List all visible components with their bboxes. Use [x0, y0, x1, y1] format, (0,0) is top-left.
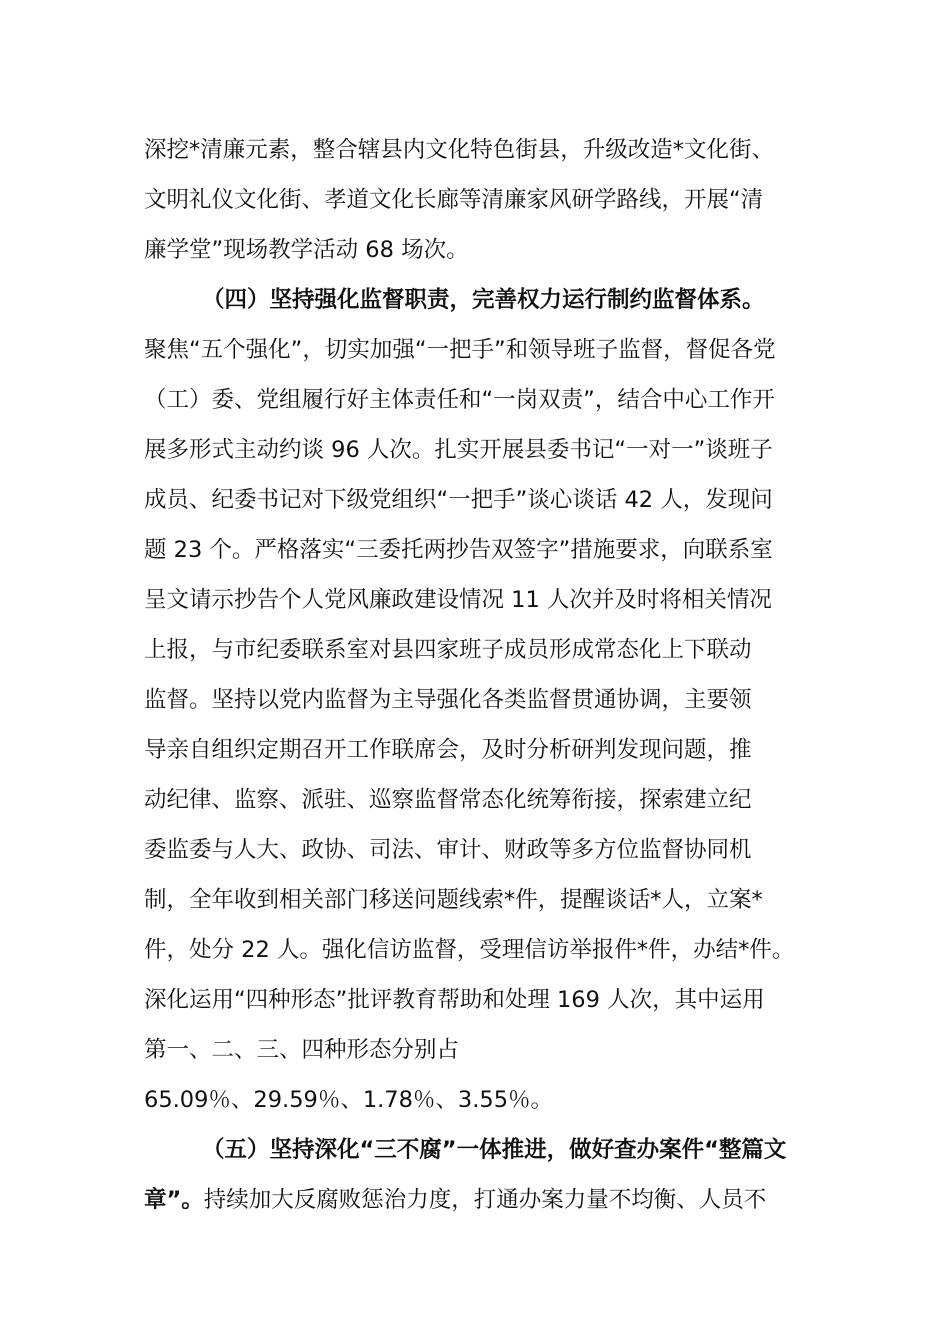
body-line-20: 65.09％、29.59％、1.78％、3.55％。 [144, 1087, 554, 1113]
section-heading-4: （四）坚持强化监督职责，完善权力运行制约监督体系。 [202, 287, 765, 313]
body-line-17: 件，处分 22 人。强化信访监督，受理信访举报件*件，办结*件。 [144, 937, 795, 963]
body-line-19: 第一、二、三、四种形态分别占 [144, 1037, 460, 1063]
body-line-13: 导亲自组织定期召开工作联席会，及时分析研判发现问题，推 [144, 737, 752, 763]
body-line-5: 聚焦“五个强化”，切实加强“一把手”和领导班子监督，督促各党 [144, 337, 776, 363]
section-heading-5: （五）坚持深化“三不腐”一体推进，做好查办案件“整篇文 [202, 1137, 787, 1163]
body-line-3: 廉学堂”现场教学活动 68 场次。 [144, 237, 469, 263]
body-line-22 [144, 1185, 766, 1215]
body-line-16: 制，全年收到相关部门移送问题线索*件，提醒谈话*人，立案* [144, 887, 763, 913]
body-line-14: 动纪律、监察、派驻、巡察监督常态化统筹衔接，探索建立纪 [144, 787, 752, 813]
body-line-8: 成员、纪委书记对下级党组织“一把手”谈心谈话 42 人，发现问 [144, 487, 773, 513]
body-line-2: 文明礼仪文化街、孝道文化长廊等清廉家风研学路线，开展“清 [144, 187, 764, 213]
body-line-6: （工）委、党组履行好主体责任和“一岗双责”，结合中心工作开 [144, 387, 775, 413]
section-heading-5-end: 章”。 [144, 1187, 204, 1213]
body-line-22-text: 持续加大反腐败惩治力度，打通办案力量不均衡、人员不 [203, 1187, 767, 1213]
body-line-9: 题 23 个。严格落实“三委托两抄告双签字”措施要求，向联系室 [144, 537, 773, 563]
body-line-7: 展多形式主动约谈 96 人次。扎实开展县委书记“一对一”谈班子 [144, 437, 773, 463]
body-line-10: 呈文请示抄告个人党风廉政建设情况 11 人次并及时将相关情况 [144, 587, 772, 613]
body-line-1: 深挖*清廉元素，整合辖县内文化特色街县，升级改造*文化街、 [144, 137, 775, 163]
body-line-15: 委监委与人大、政协、司法、审计、财政等多方位监督协同机 [144, 837, 752, 863]
body-line-18: 深化运用“四种形态”批评教育帮助和处理 169 人次，其中运用 [144, 987, 765, 1013]
body-line-11: 上报，与市纪委联系室对县四家班子成员形成常态化上下联动 [144, 637, 752, 663]
body-line-12: 监督。坚持以党内监督为主导强化各类监督贯通协调，主要领 [144, 687, 752, 713]
